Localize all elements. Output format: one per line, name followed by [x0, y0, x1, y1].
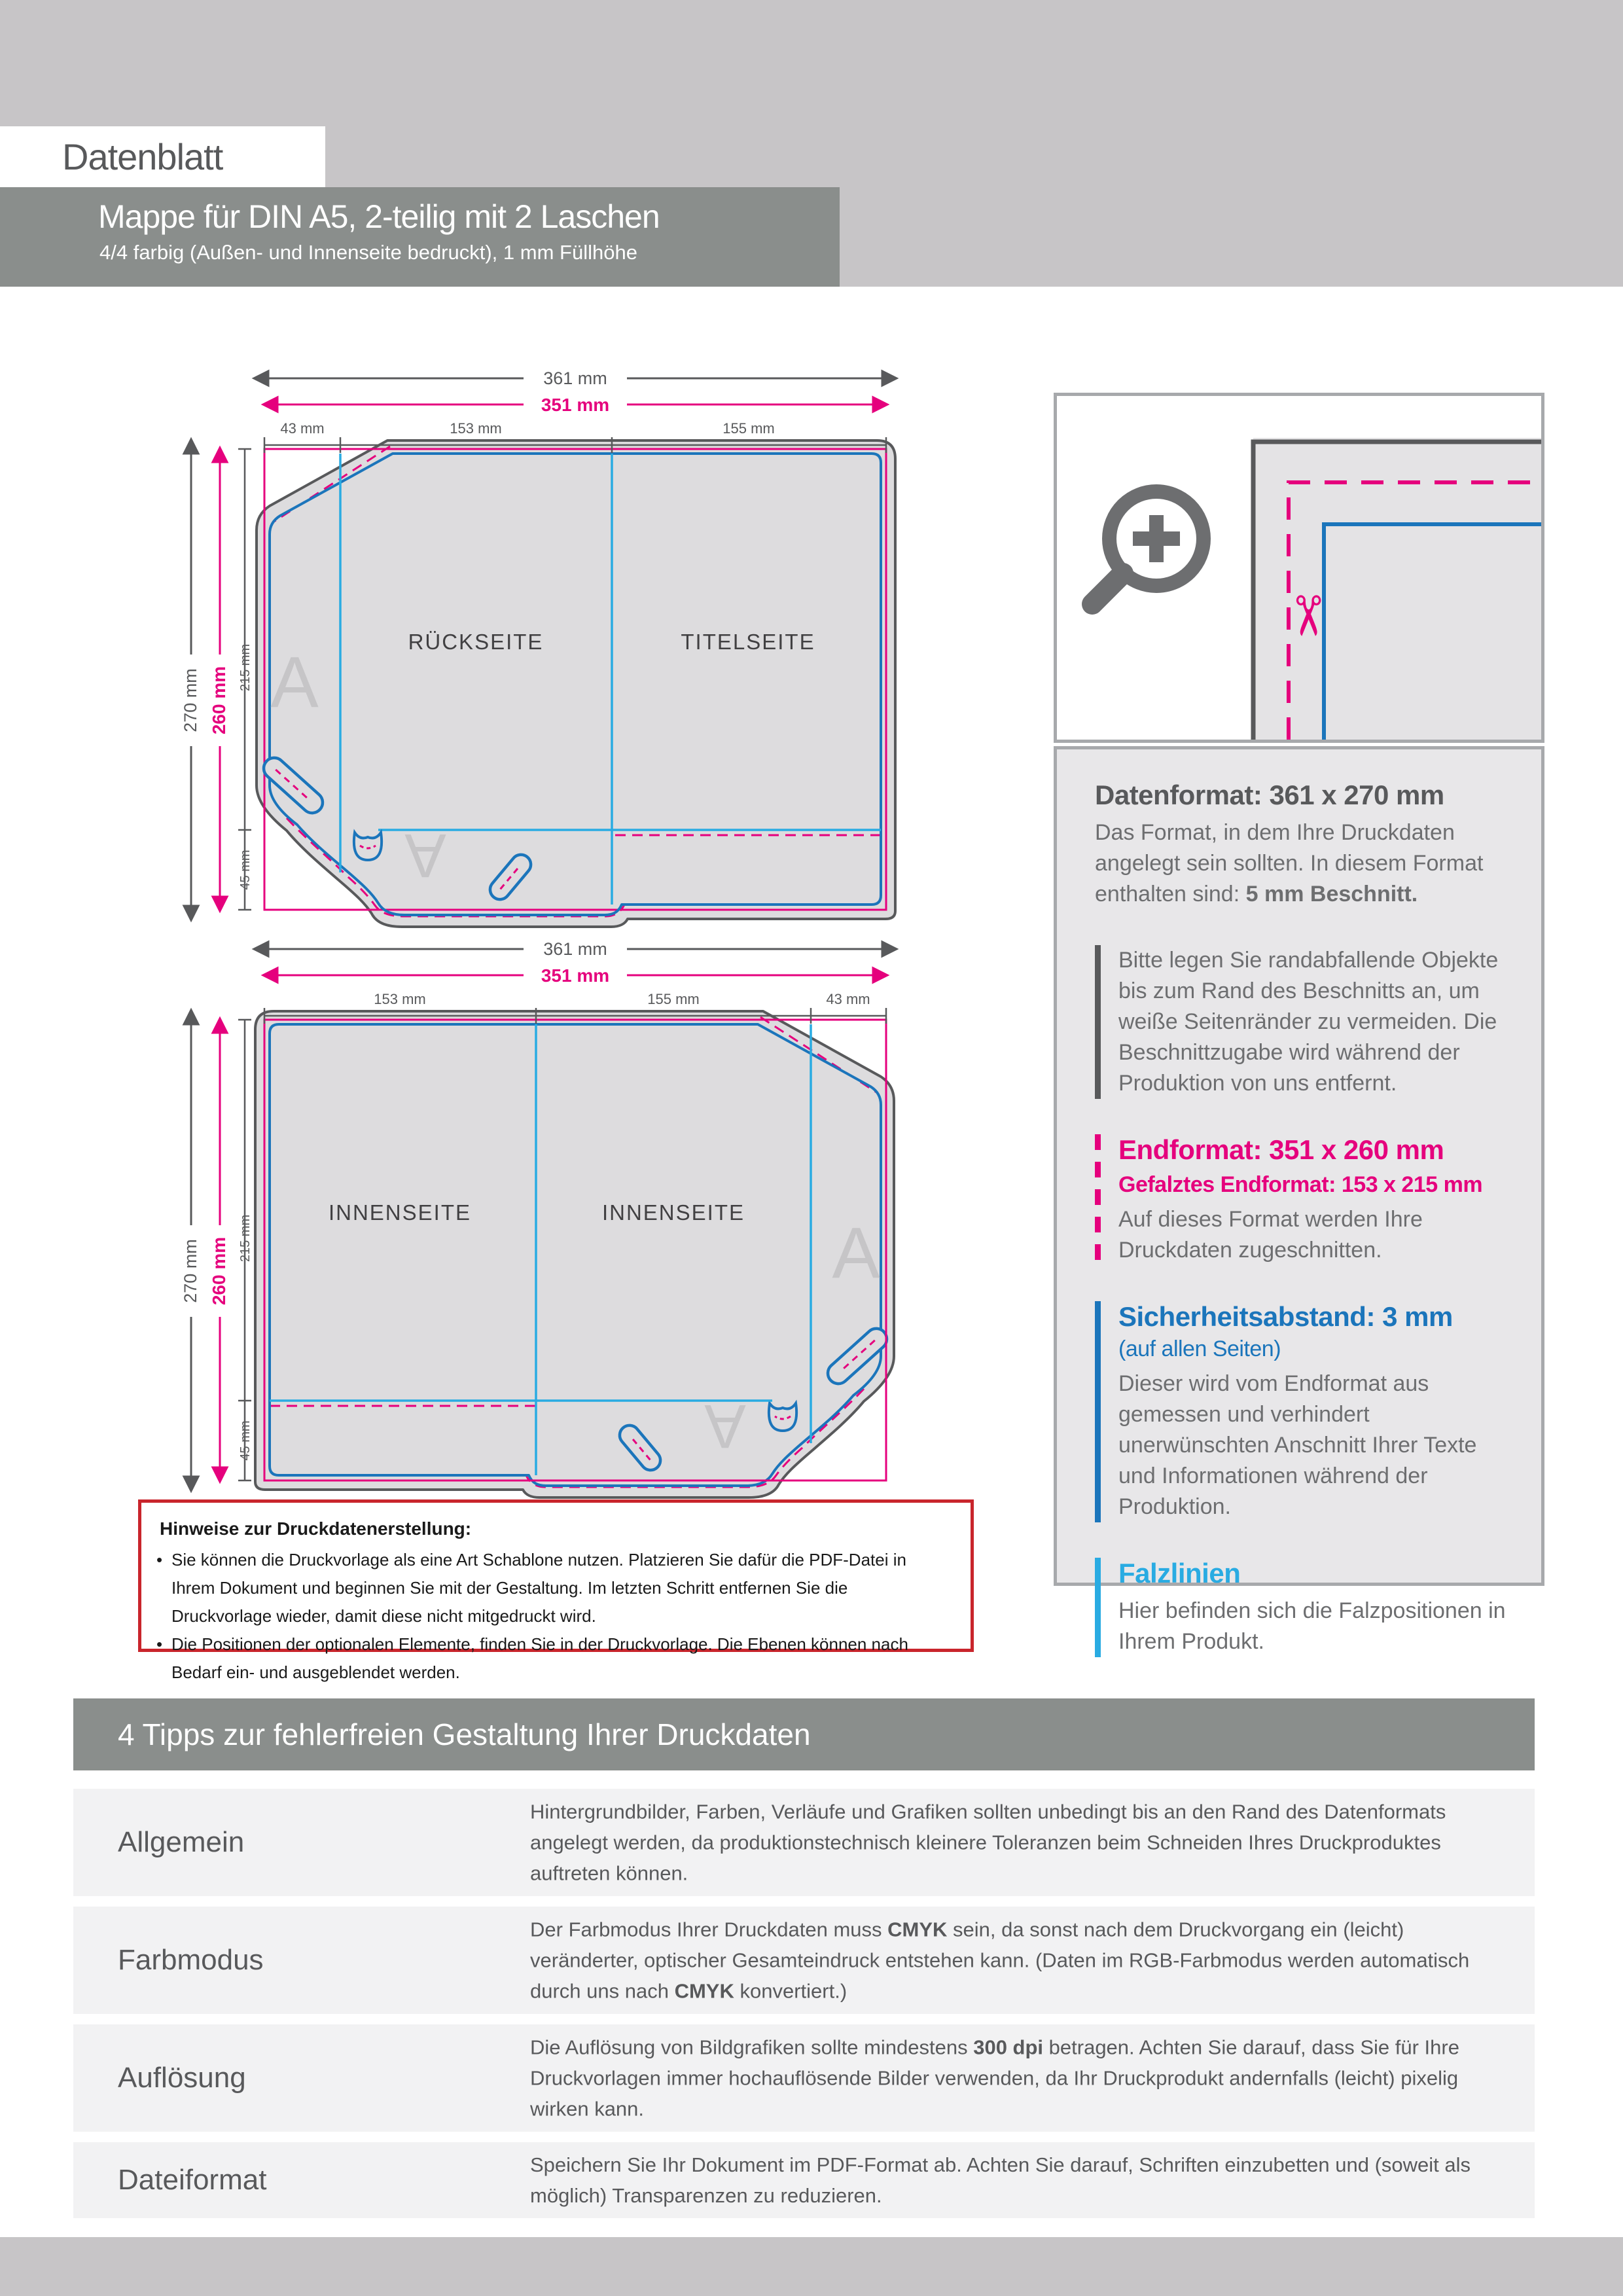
gray-bar: [1095, 945, 1101, 1099]
panel-label-front: TITELSEITE: [681, 630, 815, 654]
dim-trim-height: 260 mm: [209, 1236, 229, 1306]
fold-line-bar: [1095, 1558, 1101, 1657]
tip-row-dateiformat: [73, 2142, 1535, 2218]
endformat-subtitle: Gefalztes Endformat: 153 x 215 mm: [1118, 1172, 1483, 1197]
hinweise-item: [151, 1546, 951, 1630]
endformat-title: Endformat: 351 x 260 mm: [1118, 1134, 1444, 1165]
tip-row-title: Farbmodus: [118, 1944, 264, 1976]
tip-row-body: Hintergrundbilder, Farben, Verläufe und Grafiken sollten unbedingt bis an den Rand des Datenformats angelegt werden, da produktionstechnisch kleinere Toleranzen beim Schneiden Ihres Druckproduktes auftreten können.: [530, 1800, 1446, 1885]
dim-trim-width: 351 mm: [541, 395, 610, 415]
sicherheitsabstand-body: Dieser wird vom Endformat aus gemessen und verhindert unerwünschten Anschnitt Ihrer Texte und Informationen während der Produktion.: [1118, 1371, 1477, 1519]
dim-panel-height: 215 mm: [238, 1214, 253, 1263]
dim-seg1: 43 mm: [280, 420, 325, 437]
bullet-icon: •: [156, 1634, 163, 1654]
panel-label-inside-right: INNENSEITE: [601, 1200, 745, 1225]
hinweise-box: [138, 1499, 974, 1682]
tip-row-farbmodus: [73, 1907, 1535, 2014]
safety-line-bar: [1095, 1301, 1101, 1522]
dim-seg2: 155 mm: [647, 991, 700, 1007]
tip-row-title: Auflösung: [118, 2062, 246, 2094]
doc-type-box: [0, 126, 325, 187]
page-subtitle: 4/4 farbig (Außen- und Innenseite bedruckt), 1 mm Füllhöhe: [99, 241, 637, 264]
watermark-letter-flipped: A: [404, 821, 446, 890]
zoom-preview-box: [1054, 393, 1544, 743]
datenformat-title: Datenformat: 361 x 270 mm: [1095, 780, 1444, 810]
tip-row-body: Speichern Sie Ihr Dokument im PDF-Format ab. Achten Sie darauf, Schriften einzubetten und (soweit als möglich) Transparenzen zu reduzieren.: [530, 2153, 1471, 2207]
footer-band: [0, 2237, 1623, 2296]
tip-row-allgemein: [73, 1789, 1535, 1896]
dim-seg1: 153 mm: [374, 991, 426, 1007]
dim-seg3: 43 mm: [826, 991, 870, 1007]
dim-panel-height: 215 mm: [238, 643, 253, 692]
folder-diagram-inside: [157, 924, 916, 1507]
datenformat-body: Das Format, in dem Ihre Druckdaten angelegt sein sollten. In diesem Format enthalten sind: 5 mm Beschnitt.: [1095, 820, 1484, 906]
tip-row-title: Dateiformat: [118, 2164, 267, 2196]
diagram2-shape: [255, 1011, 894, 1498]
dim-total-width: 361 mm: [543, 939, 607, 959]
tab-slot-notch: [769, 1403, 796, 1431]
hinweise-item-text: Die Positionen der optionalen Elemente, finden Sie in der Druckvorlage. Die Ebenen können nach Bedarf ein- und ausgeblendet werden.: [171, 1634, 908, 1682]
dim-seg2: 153 mm: [450, 420, 502, 437]
falzlinien-title: Falzlinien: [1118, 1558, 1241, 1588]
endformat-block: [1095, 1134, 1512, 1266]
watermark-letter: A: [270, 642, 319, 723]
trim-line-bar: [1095, 1134, 1101, 1266]
tip-row-body: Der Farbmodus Ihrer Druckdaten muss CMYK sein, da sonst nach dem Druckvorgang ein (leicht) veränderter, optischer Gesamteindruck entstehen kann. (Daten im RGB-Farbmodus werden automatisch durch uns nach CMYK konvertiert.): [530, 1918, 1470, 2003]
watermark-letter-flipped: A: [704, 1391, 746, 1461]
sicherheitsabstand-subtitle: (auf allen Seiten): [1118, 1336, 1281, 1361]
dim-flap-height: 45 mm: [238, 850, 253, 890]
tip-row-body: Die Auflösung von Bildgrafiken sollte mindestens 300 dpi betragen. Achten Sie darauf, dass Sie für Ihre Druckvorlagen immer hochauflösende Bilder verwenden, da Ihr Druckprodukt andernfalls (leicht) pixelig wirken kann.: [530, 2036, 1459, 2121]
bleed-note-text: Bitte legen Sie randabfallende Objekte bis zum Rand des Beschnitts an, um weiße Seitenränder zu vermeiden. Die Beschnittzugabe wird während der Produktion von uns entfernt.: [1118, 948, 1499, 1096]
panel-label-back: RÜCKSEITE: [408, 630, 544, 654]
scissors-icon: ✂: [1277, 592, 1338, 639]
dim-trim-width: 351 mm: [541, 965, 610, 986]
title-banner: [0, 187, 840, 287]
hinweise-item-text: Sie können die Druckvorlage als eine Art Schablone nutzen. Platzieren Sie dafür die PDF-Datei in Ihrem Dokument und beginnen Sie mit der Gestaltung. Im letzten Schritt entfernen Sie die Druckvorlage wieder, damit diese nicht mitgedruckt wird.: [171, 1550, 906, 1626]
watermark-letter: A: [832, 1213, 880, 1293]
endformat-body: Auf dieses Format werden Ihre Druckdaten zugeschnitten.: [1118, 1207, 1423, 1263]
tips-header: [73, 1698, 1535, 1770]
hinweise-item: [151, 1630, 951, 1687]
bleed-cut-outline: [255, 1011, 894, 1498]
format-info-panel: [1054, 746, 1544, 1654]
dim-seg3: 155 mm: [722, 420, 775, 437]
tab-slot-notch: [354, 833, 382, 860]
falzlinien-block: [1095, 1558, 1512, 1657]
bullet-icon: •: [156, 1550, 163, 1570]
hinweise-title: Hinweise zur Druckdatenerstellung:: [160, 1518, 472, 1539]
diagram1-shape: [257, 440, 895, 927]
zoom-preview-graphic: [1057, 396, 1541, 740]
dim-total-height: 270 mm: [181, 668, 200, 732]
page-title: Mappe für DIN A5, 2-teilig mit 2 Laschen: [98, 198, 660, 235]
dim-total-height: 270 mm: [181, 1239, 200, 1303]
doc-type-label: Datenblatt: [62, 136, 223, 177]
sicherheitsabstand-block: [1095, 1301, 1512, 1522]
bleed-note-block: [1095, 945, 1512, 1099]
sicherheitsabstand-title: Sicherheitsabstand: 3 mm: [1118, 1301, 1453, 1332]
tips-header-title: 4 Tipps zur fehlerfreien Gestaltung Ihrer Druckdaten: [118, 1717, 811, 1751]
panel-label-inside-left: INNENSEITE: [328, 1200, 472, 1225]
zoom-plus-icon: [1092, 492, 1204, 604]
dim-trim-height: 260 mm: [209, 666, 229, 735]
dim-total-width: 361 mm: [543, 368, 607, 388]
tip-row-title: Allgemein: [118, 1826, 245, 1858]
falzlinien-body: Hier befinden sich die Falzpositionen in Ihrem Produkt.: [1118, 1598, 1506, 1654]
folder-diagram-outside: [157, 353, 916, 936]
bleed-cut-outline: [257, 440, 895, 927]
tip-row-aufloesung: [73, 2024, 1535, 2132]
dim-flap-height: 45 mm: [238, 1420, 253, 1461]
